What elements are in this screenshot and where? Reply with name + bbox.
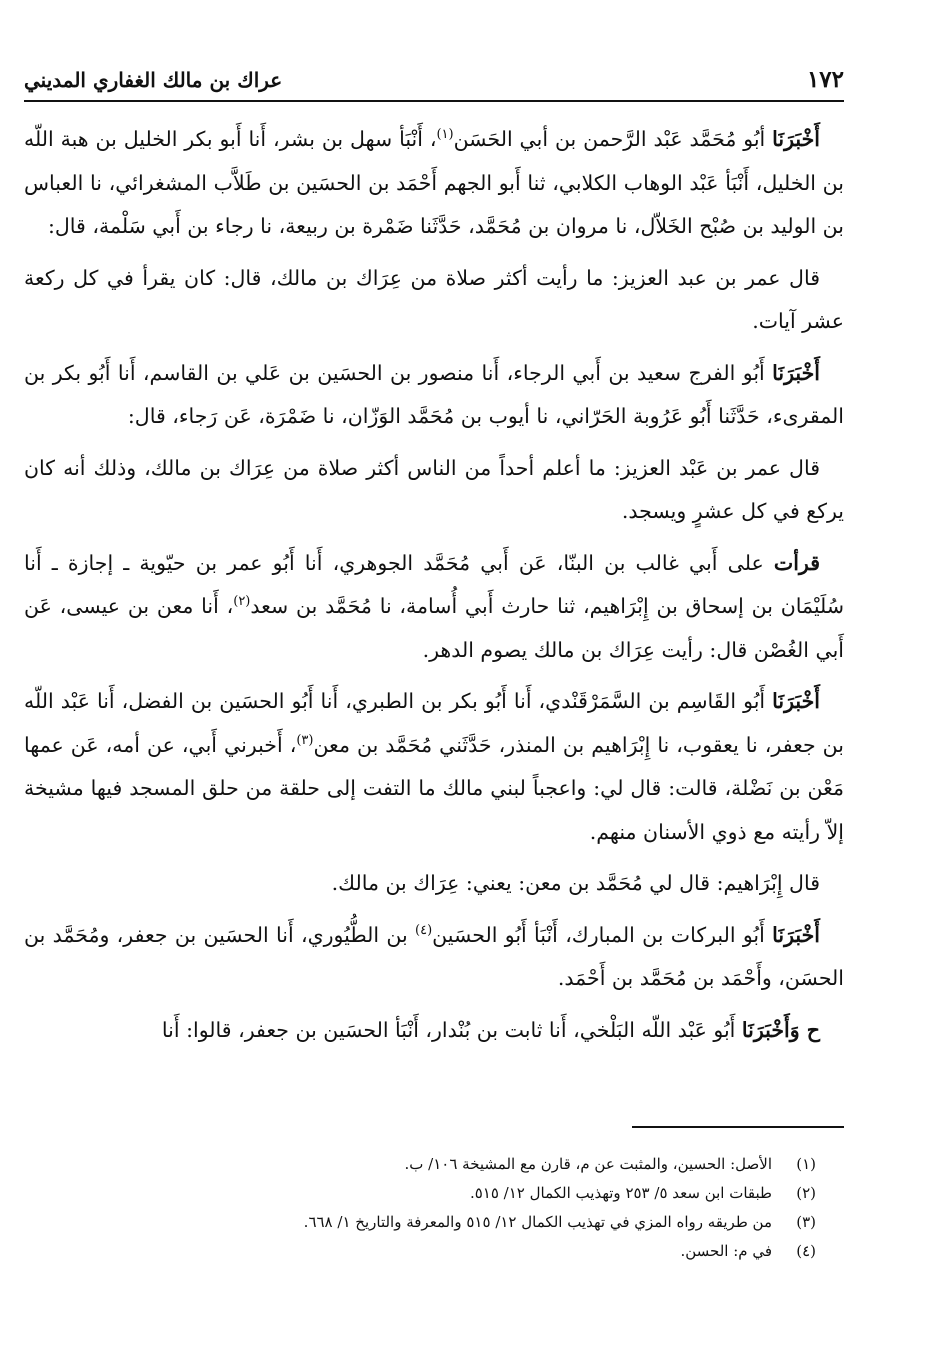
footnote-ref: (٢)	[233, 594, 251, 610]
paragraph-lead: أَخْبَرَنَا	[772, 127, 820, 151]
paragraph-text: على أَبي غالب بن البنّا، عَن أَبي مُحَمَّد الجوهري، أَنا أَبُو عمر بن حيّوية ـ إجازة ـ أَنا سُلَيْمَان بن إسحاق بن إِبْرَاهيم، ثنا حارث أَبي أُسامة، نا مُحَمَّد بن سعد	[24, 550, 844, 618]
footnote-number: (١)	[796, 1155, 816, 1173]
paragraph-lead: قرأت	[773, 550, 820, 575]
footnote-ref: (١)	[436, 127, 454, 143]
footnote-ref: (٣)	[296, 732, 314, 748]
paragraph-text: أبُو مُحَمَّد عَبْد الرَّحمن بن أبي الحَسَن	[453, 127, 766, 151]
paragraph	[24, 352, 844, 439]
paragraph-text: قال إِبْرَاهيم: قال لي مُحَمَّد بن معن: يعني: عِرَاك بن مالك.	[331, 871, 820, 895]
footnote	[40, 1237, 816, 1266]
paragraph	[24, 257, 844, 344]
paragraph-lead: أَخْبَرَنَا	[772, 360, 820, 385]
paragraph-text: قال عمر بن عَبْد العزيز: ما أعلم أحداً من الناس أكثر صلاة من عِرَاك بن مالك، وذلك أنه كان يركع في كل عشرٍ ويسجد.	[24, 455, 844, 523]
paragraph-text: أَبُو عَبْد اللّه البَلْخي، أَنا ثابت بن بُنْدار، أَنْبَأ الحسَين بن جعفر، قالوا: أَنا	[161, 1017, 736, 1042]
footnote-text: من طريقه رواه المزي في تهذيب الكمال ١٢/ ٥١٥ والمعرفة والتاريخ ١/ ٦٦٨.	[303, 1213, 772, 1231]
page-number: ١٧٢	[806, 66, 844, 93]
paragraph-text: أَبُو الفرج سعيد بن أَبي الرجاء، أَنا منصور بن الحسَين بن عَلي بن القاسم، أَنا أَبُو بكر بن المقرىء، حَدَّثَنا أَبُو عَرُوبة الحَرّاني، نا أيوب بن مُحَمَّد الوَزّان، نا ضَمْرَة، عَن رَجاء، قال:	[24, 360, 844, 428]
footnote-ref: (٤)	[415, 922, 433, 938]
footnote-text: الأصل: الحسين، والمثبت عن م، قارن مع المشيخة ١٠٦/ ب.	[404, 1155, 772, 1173]
footnote-number: (٣)	[796, 1213, 816, 1231]
footnote	[40, 1208, 816, 1237]
footnotes	[40, 1150, 816, 1266]
paragraph	[24, 914, 844, 1001]
paragraph	[24, 542, 844, 673]
paragraph	[24, 447, 844, 534]
paragraph-lead: أَخْبَرَنَا	[772, 922, 820, 947]
paragraph	[24, 1009, 844, 1053]
running-title: عراك بن مالك الغفاري المديني	[24, 68, 283, 92]
paragraph-text-tail: ، أَنْبَأ سهل بن بشر، أَنا أَبو بكر الخليل بن هبة اللّه بن الخليل، أَنْبَأ عَبْد الوهاب الكلابي، ثنا أَبو الجهم أَحْمَد بن الحسَين بن طَلاَّب المشغرائي، نا العباس بن الوليد بن صُبْح الخَلاّل، نا مروان بن مُحَمَّد، حَدَّثَنا ضَمْرة بن ربيعة، نا رجاء بن أَبي سَلْمة، قال:	[24, 127, 844, 238]
paragraph-text-tail: ، أَنا معن بن عيسى، عَن أَبي الغُصْن قال: رأيت عِرَاك بن مالك يصوم الدهر.	[24, 594, 844, 662]
footnote	[40, 1150, 816, 1179]
page-header	[24, 62, 844, 102]
footnote-number: (٢)	[796, 1184, 816, 1202]
footnote-text: طبقات ابن سعد ٥/ ٢٥٣ وتهذيب الكمال ١٢/ ٥١٥.	[469, 1184, 772, 1202]
footnote-number: (٤)	[796, 1242, 816, 1260]
footnote-separator	[632, 1126, 844, 1128]
paragraph-lead: ح وَأَخْبَرَنَا	[741, 1017, 820, 1042]
paragraph	[24, 118, 844, 249]
paragraph-text: أَبُو القَاسِم بن السَّمَرْقَنْدي، أَنا أَبُو بكر بن الطبري، أَنا أَبُو الحسَين بن الفضل، أَنا عَبْد اللّه بن جعفر، نا يعقوب، نا إِبْرَاهيم بن المنذر، حَدَّثَني مُحَمَّد بن معن	[24, 689, 844, 757]
footnote	[40, 1179, 816, 1208]
main-text	[24, 118, 844, 1060]
footnote-text: في م: الحسن.	[680, 1242, 772, 1260]
paragraph-text: قال عمر بن عبد العزيز: ما رأيت أكثر صلاة من عِرَاك بن مالك، قال: كان يقرأ في كل ركعة عشر آيات.	[24, 265, 844, 333]
paragraph-text-tail: ، أَخبرني أَبي، عن أمه، عَن عمها مَعْن بن نَضْلة، قالت: قال لي: واعجباً لبني مالك ما التفت إلى حلقة من حلق المسجد فيها مشيخة إلاّ رأيته مع ذوي الأسنان منهم.	[24, 732, 844, 844]
paragraph-lead: أَخْبَرَنَا	[772, 689, 820, 713]
paragraph	[24, 680, 844, 854]
paragraph	[24, 862, 844, 906]
paragraph-text-tail: بن الطُّيُوري، أَنا الحسَين بن جعفر، ومُحَمَّد بن الحسَن، وأَحْمَد بن مُحَمَّد بن أَحْمَد.	[24, 922, 844, 990]
paragraph-text: أَبُو البركات بن المبارك، أَنْبَأ أَبُو الحسَين	[432, 922, 765, 947]
